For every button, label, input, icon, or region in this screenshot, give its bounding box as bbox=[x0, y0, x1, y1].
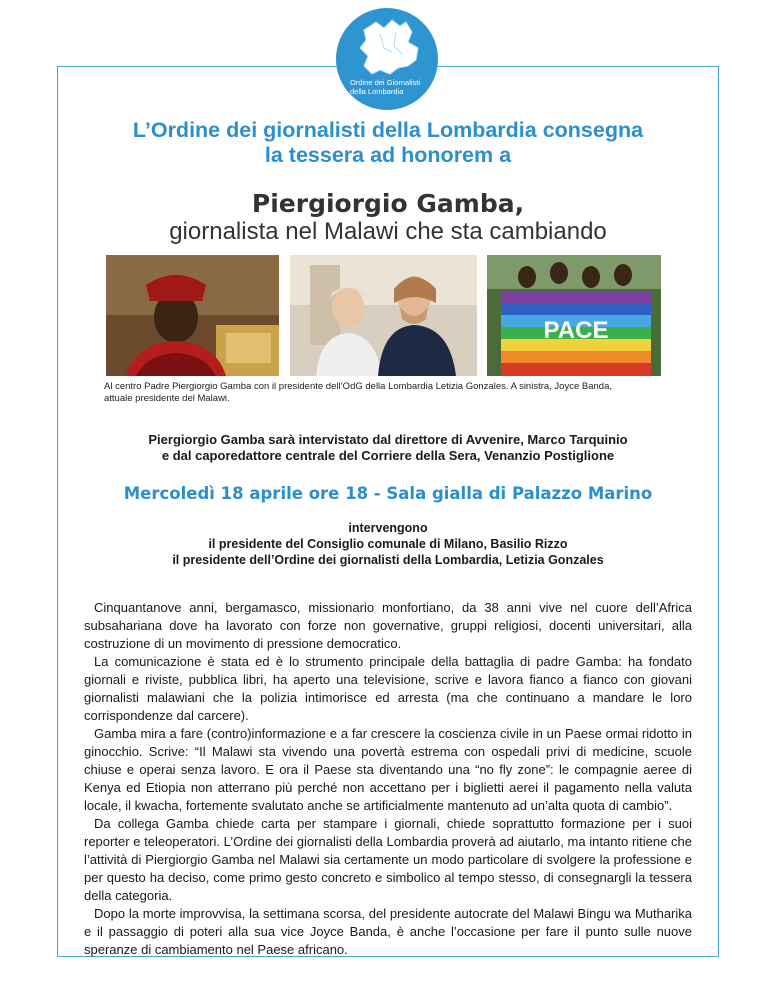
odg-lombardia-logo bbox=[336, 8, 438, 110]
logo-line-2: della Lombardia bbox=[350, 87, 404, 96]
speakers-block bbox=[57, 520, 719, 568]
article-body bbox=[84, 599, 692, 959]
interview-line-1: Piergiorgio Gamba sarà intervistato dal direttore di Avvenire, Marco Tarquinio bbox=[148, 432, 628, 447]
event-date-location: Mercoledì 18 aprile ore 18 - Sala gialla di Palazzo Marino bbox=[123, 484, 653, 503]
article-paragraph: Cinquantanove anni, bergamasco, missionario monfortiano, da 38 anni vive nel cuore dell’Africa subsahariana dove ha lavorato con forze non governative, gruppi religiosi, docenti universitari, alla costruzione di un movimento di pressione democratico. bbox=[84, 600, 692, 651]
speakers-heading: intervengono bbox=[348, 521, 428, 535]
interview-line-2: e dal caporedattore centrale del Corriere della Sera, Venanzio Postiglione bbox=[161, 448, 615, 463]
logo-line-1: Ordine dei Giornalisti bbox=[350, 78, 421, 87]
headline bbox=[57, 118, 719, 168]
article-paragraph: Gamba mira a fare (contro)informazione e a far crescere la coscienza civile in un Paese ormai ridotto in ginocchio. Scrive: “Il Malawi sta vivendo una povertà estrema con ospedali privi di medicine, scuole chiuse e operai senza lavoro. E ora il Paese sta diventando una “no fly zone”: le compagnie aeree di Kenya ed Etiopia non atterrano più perché non accettano per i biglietti aerei il pagamento nella valuta locale, il kwacha, fortemente svalutato anche se artificialmente mantenuto ad un’alta quota di cambio”. bbox=[84, 726, 692, 813]
flag-text: PACE bbox=[543, 317, 609, 344]
interview-info bbox=[57, 432, 719, 464]
caption-line-2: attuale presidente del Malawi. bbox=[104, 393, 230, 404]
photo-joyce-banda bbox=[106, 255, 279, 376]
speaker-line-2: il presidente dell’Ordine dei giornalisti della Lombardia, Letizia Gonzales bbox=[172, 553, 604, 567]
article-paragraph: La comunicazione è stata ed è lo strumento principale della battaglia di padre Gamba: ha fondato giornali e riviste, pubblica libri, ha aperto una televisione, scrive e lavora fianco a fianco con giovani giornalisti malawiani che la polizia intimorisce ed arresta (ma che continuano a mandare le loro corrispondenze dal carcere). bbox=[84, 654, 692, 723]
photo-gamba-gonzales bbox=[290, 255, 477, 376]
photo-caption bbox=[104, 381, 674, 405]
article-paragraph: Da collega Gamba chiede carta per stampare i giornali, chiede soprattutto formazione per i suoi reporter e teleoperatori. L’Ordine dei giornalisti della Lombardia proverà ad aiutarlo, ma intanto ritiene che l’attività di Piergiorgio Gamba nel Malawi sia certamente un modo particolare di svolgere la professione e per questo ha deciso, come primo gesto concreto e simbolico al tempo stesso, di consegnargli la tessera della categoria. bbox=[84, 816, 692, 903]
article-paragraph: Dopo la morte improvvisa, la settimana scorsa, del presidente autocrate del Malawi Bingu wa Mutharika e il passaggio di poteri alla sua vice Joyce Banda, è anche l’occasione per fare il punto sulle nuove speranze di cambiamento nel Paese africano. bbox=[84, 906, 692, 957]
honoree-name: Piergiorgio Gamba, bbox=[251, 189, 525, 218]
honoree-subtitle: giornalista nel Malawi che sta cambiando bbox=[169, 218, 607, 245]
caption-line-1: Al centro Padre Piergiorgio Gamba con il presidente dell’OdG della Lombardia Letizia Gonzales. A sinistra, Joyce Banda, bbox=[104, 381, 612, 392]
headline-line-1: L’Ordine dei giornalisti della Lombardia consegna bbox=[132, 118, 644, 142]
speaker-line-1: il presidente del Consiglio comunale di Milano, Basilio Rizzo bbox=[208, 537, 568, 551]
headline-line-2: la tessera ad honorem a bbox=[264, 143, 512, 167]
photo-peace-flag bbox=[487, 255, 661, 376]
